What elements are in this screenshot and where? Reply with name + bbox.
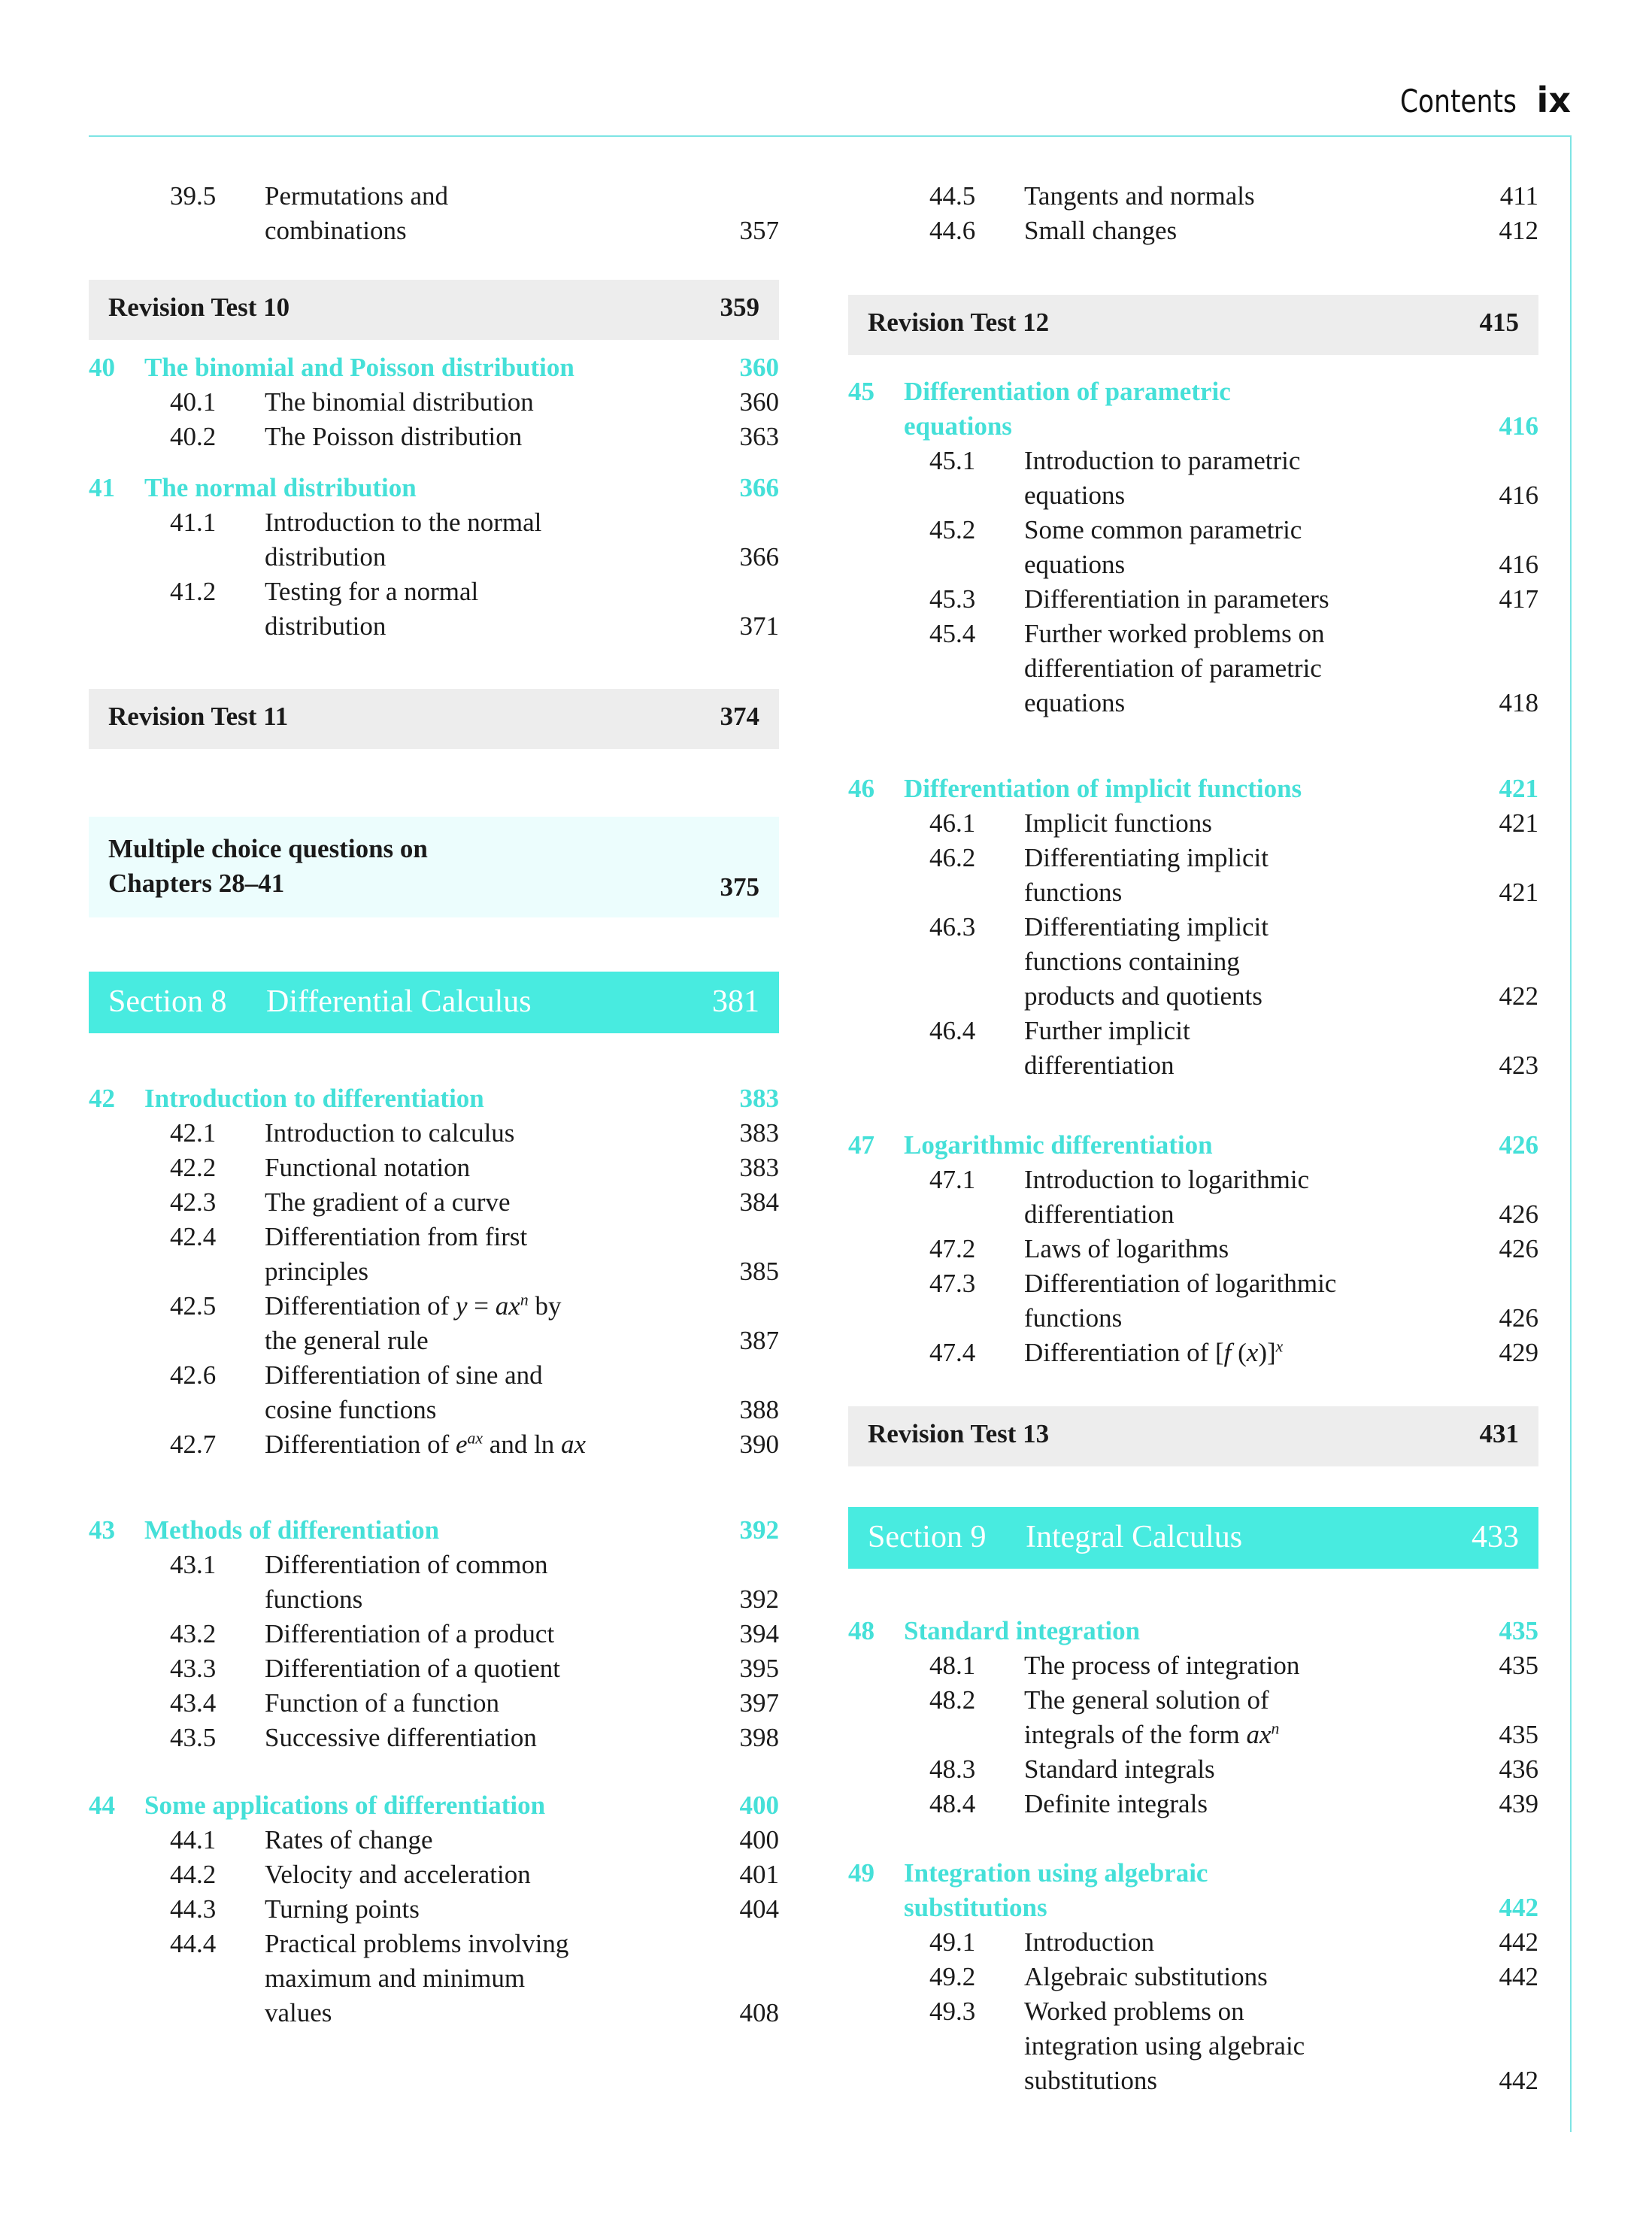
toc-entry-40-1[interactable]: 40.1 The binomial distribution 360 xyxy=(170,387,779,417)
toc-left-column xyxy=(89,179,779,2030)
toc-entry-42-3[interactable]: 42.3 The gradient of a curve 384 xyxy=(170,1187,779,1217)
toc-entry-44-5[interactable]: 44.5 Tangents and normals 411 xyxy=(929,181,1538,211)
toc-entry-44-4[interactable]: 44.4 Practical problems involving maximum and minimum values 408 xyxy=(170,1929,779,2027)
chapter-40-heading[interactable]: 40 The binomial and Poisson distribution 360 xyxy=(89,353,779,382)
section-8-banner[interactable]: Section 8 Differential Calculus 381 xyxy=(89,972,779,1033)
chapter-44-heading[interactable]: 44 Some applications of differentiation 400 xyxy=(89,1791,779,1820)
section-9-banner[interactable]: Section 9 Integral Calculus 433 xyxy=(848,1507,1538,1569)
toc-entry-42-5[interactable]: 42.5 Differentiation of $y = ax^n$ by the general rule 387 xyxy=(170,1290,779,1355)
toc-entry-39-5[interactable]: 39.5 Permutations and combinations 357 xyxy=(170,181,779,245)
toc-entry-45-4[interactable]: 45.4 Further worked problems on differentiation of parametric equations 418 xyxy=(929,619,1538,717)
toc-entry-43-3[interactable]: 43.3 Differentiation of a quotient 395 xyxy=(170,1654,779,1683)
toc-entry-45-1[interactable]: 45.1 Introduction to parametric equations 416 xyxy=(929,446,1538,510)
margin-rule xyxy=(1570,135,1572,2132)
revision-test-10[interactable]: Revision Test 10 359 xyxy=(89,280,779,340)
toc-entry-47-2[interactable]: 47.2 Laws of logarithms 426 xyxy=(929,1234,1538,1263)
revision-test-12[interactable]: Revision Test 12 415 xyxy=(848,295,1538,355)
toc-entry-43-5[interactable]: 43.5 Successive differentiation 398 xyxy=(170,1723,779,1752)
toc-entry-42-7[interactable]: 42.7 Differentiation of $e^{ax}$ and ln ax 390 xyxy=(170,1429,779,1459)
toc-entry-43-4[interactable]: 43.4 Function of a function 397 xyxy=(170,1688,779,1718)
toc-entry-48-1[interactable]: 48.1 The process of integration 435 xyxy=(929,1651,1538,1680)
toc-entry-43-2[interactable]: 43.2 Differentiation of a product 394 xyxy=(170,1619,779,1648)
toc-entry-48-4[interactable]: 48.4 Definite integrals 439 xyxy=(929,1789,1538,1818)
toc-entry-40-2[interactable]: 40.2 The Poisson distribution 363 xyxy=(170,422,779,451)
revision-test-11[interactable]: Revision Test 11 374 xyxy=(89,689,779,749)
toc-entry-47-3[interactable]: 47.3 Differentiation of logarithmic functions 426 xyxy=(929,1269,1538,1333)
chapter-48-heading[interactable]: 48 Standard integration 435 xyxy=(848,1616,1538,1645)
chapter-45-heading[interactable]: 45 Differentiation of parametric equations 416 xyxy=(848,377,1538,441)
page-number: ix xyxy=(1536,80,1571,120)
toc-entry-46-3[interactable]: 46.3 Differentiating implicit functions containing products and quotients 422 xyxy=(929,912,1538,1011)
toc-entry-46-2[interactable]: 46.2 Differentiating implicit functions 421 xyxy=(929,843,1538,907)
toc-entry-46-1[interactable]: 46.1 Implicit functions 421 xyxy=(929,808,1538,838)
chapter-42-heading[interactable]: 42 Introduction to differentiation 383 xyxy=(89,1084,779,1113)
toc-entry-44-1[interactable]: 44.1 Rates of change 400 xyxy=(170,1825,779,1854)
toc-right-column xyxy=(848,179,1538,2098)
chapter-47-heading[interactable]: 47 Logarithmic differentiation 426 xyxy=(848,1130,1538,1160)
toc-entry-41-2[interactable]: 41.2 Testing for a normal distribution 371 xyxy=(170,577,779,641)
toc-entry-44-2[interactable]: 44.2 Velocity and acceleration 401 xyxy=(170,1860,779,1889)
toc-entry-47-1[interactable]: 47.1 Introduction to logarithmic differentiation 426 xyxy=(929,1165,1538,1229)
page-header xyxy=(89,75,1571,137)
toc-entry-49-2[interactable]: 49.2 Algebraic substitutions 442 xyxy=(929,1962,1538,1991)
toc-entry-46-4[interactable]: 46.4 Further implicit differentiation 423 xyxy=(929,1016,1538,1080)
toc-entry-44-6[interactable]: 44.6 Small changes 412 xyxy=(929,216,1538,245)
toc-entry-45-3[interactable]: 45.3 Differentiation in parameters 417 xyxy=(929,584,1538,614)
toc-entry-49-3[interactable]: 49.3 Worked problems on integration using algebraic substitutions 442 xyxy=(929,1997,1538,2095)
toc-entry-49-1[interactable]: 49.1 Introduction 442 xyxy=(929,1927,1538,1957)
toc-entry-42-6[interactable]: 42.6 Differentiation of sine and cosine functions 388 xyxy=(170,1360,779,1424)
toc-entry-48-2[interactable]: 48.2 The general solution of integrals of the form $ax^n$ 435 xyxy=(929,1685,1538,1749)
toc-entry-43-1[interactable]: 43.1 Differentiation of common functions 392 xyxy=(170,1550,779,1614)
toc-entry-47-4[interactable]: 47.4 Differentiation of [f (x)]$^x$ 429 xyxy=(929,1337,1538,1367)
toc-entry-48-3[interactable]: 48.3 Standard integrals 436 xyxy=(929,1754,1538,1784)
toc-entry-45-2[interactable]: 45.2 Some common parametric equations 416 xyxy=(929,515,1538,579)
toc-entry-42-1[interactable]: 42.1 Introduction to calculus 383 xyxy=(170,1118,779,1148)
running-title: Contents xyxy=(1400,83,1517,120)
toc-entry-42-4[interactable]: 42.4 Differentiation from first principles 385 xyxy=(170,1222,779,1286)
toc-entry-42-2[interactable]: 42.2 Functional notation 383 xyxy=(170,1153,779,1182)
multiple-choice-questions[interactable]: Multiple choice questions on Chapters 28–41 375 xyxy=(89,817,779,917)
chapter-43-heading[interactable]: 43 Methods of differentiation 392 xyxy=(89,1515,779,1545)
chapter-49-heading[interactable]: 49 Integration using algebraic substitutions 442 xyxy=(848,1858,1538,1922)
revision-test-13[interactable]: Revision Test 13 431 xyxy=(848,1406,1538,1466)
chapter-46-heading[interactable]: 46 Differentiation of implicit functions 421 xyxy=(848,774,1538,803)
toc-entry-41-1[interactable]: 41.1 Introduction to the normal distribution 366 xyxy=(170,508,779,572)
chapter-41-heading[interactable]: 41 The normal distribution 366 xyxy=(89,473,779,502)
toc-entry-44-3[interactable]: 44.3 Turning points 404 xyxy=(170,1894,779,1924)
